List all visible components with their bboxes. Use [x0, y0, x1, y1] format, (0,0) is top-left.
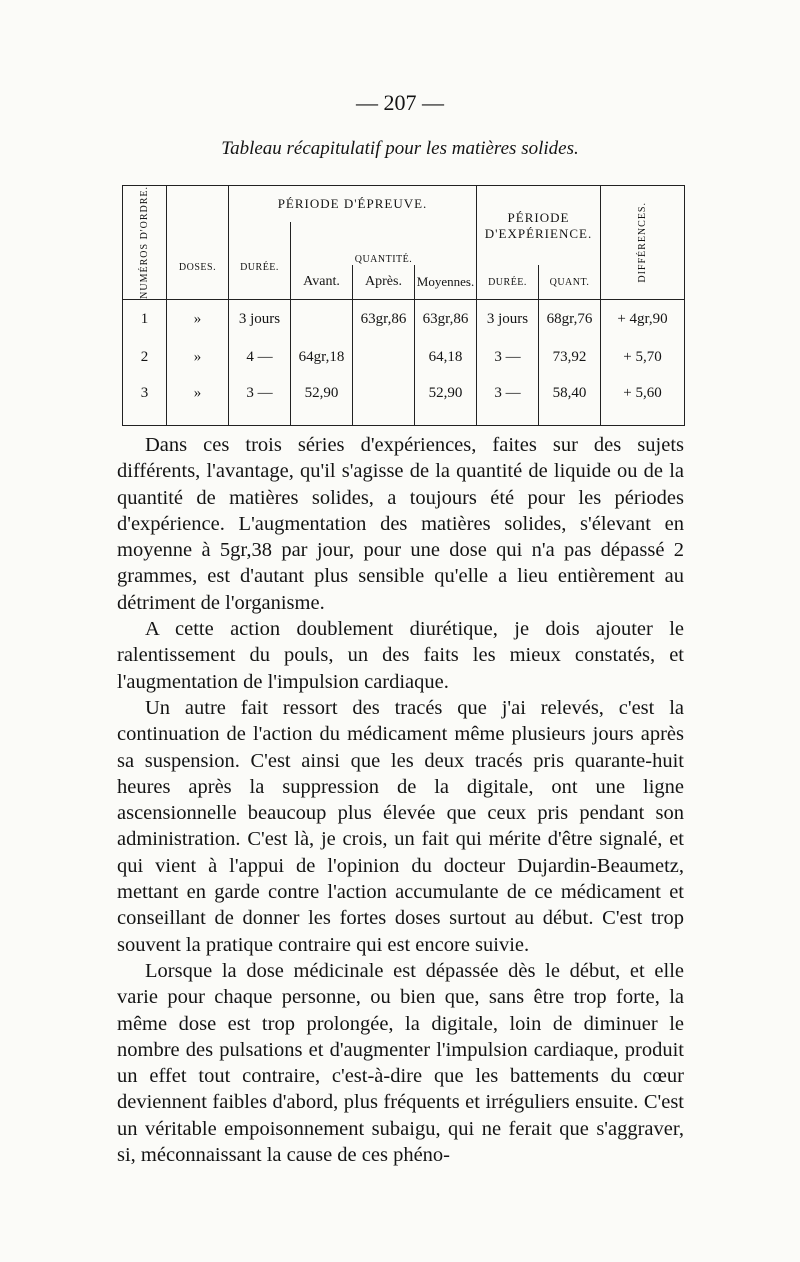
duree-header: DURÉE.: [229, 222, 291, 300]
row-diff: + 4gr,90: [601, 299, 685, 339]
page-number: — 207 —: [356, 90, 444, 115]
avant-header: Avant.: [291, 265, 353, 299]
paragraph: A cette action doublement diurétique, je dois ajouter le ralentissement du pouls, un des faits les mieux constatés, et l'augmentation de l'impulsion cardiaque.: [117, 618, 684, 693]
row-duree2: 3 jours: [477, 299, 539, 339]
doses-header: DOSES.: [167, 186, 229, 300]
row-avant: 52,90: [291, 375, 353, 425]
table-row: [123, 299, 685, 339]
table-row: [123, 375, 685, 425]
quant-header: QUANT.: [539, 265, 601, 299]
paragraph: Un autre fait ressort des tracés que j'ai relevés, c'est la continuation de l'action du médicament même plusieurs jours après sa suspension. C'est ainsi que les deux tracés pris quarante-huit heures après la suppression de la digitale, ont une ligne ascensionnelle beaucoup plus élevée que ceux pris pendant son administration. C'est là, je crois, un fait qui mérite d'être signalé, et qui vient à l'appui de l'opinion du docteur Dujardin-Beaumetz, mettant en garde contre l'action accumulante de ce médicament et conseillant de donner les fortes doses surtout au début. C'est trop souvent la pratique contraire qui est encore suivie.: [117, 696, 684, 956]
row-num: 2: [123, 339, 167, 375]
row-quant: 68gr,76: [539, 299, 601, 339]
row-duree: 4 —: [229, 339, 291, 375]
paragraph: Lorsque la dose médicinale est dépassée dès le début, et elle varie pour chaque personne, ou bien que, sans être trop forte, la même dose est trop prolongée, la digitale, loin de diminuer le nombre des pulsations et d'augmenter l'impulsion cardiaque, produit un effet tout contraire, c'est-à-dire que les battements du cœur deviennent faibles d'abord, plus fréquents et irréguliers ensuite. C'est un véritable empoisonnement subaigu, qui ne ferait que s'aggraver, si, méconnaissant la cause de ces phéno-: [117, 959, 684, 1167]
periode-experience-header: PÉRIODE D'EXPÉRIENCE.: [477, 186, 601, 266]
row-apres: [353, 375, 415, 425]
table-caption: Tableau récapitulatif pour les matières solides.: [221, 138, 579, 159]
row-duree2: 3 —: [477, 339, 539, 375]
row-dose: »: [167, 299, 229, 339]
row-duree: 3 —: [229, 375, 291, 425]
row-quant: 58,40: [539, 375, 601, 425]
row-avant: 64gr,18: [291, 339, 353, 375]
row-diff: + 5,60: [601, 375, 685, 425]
apres-header: Après.: [353, 265, 415, 299]
periode-epreuve-header: PÉRIODE D'ÉPREUVE.: [229, 186, 477, 222]
row-dose: »: [167, 339, 229, 375]
row-dose: »: [167, 375, 229, 425]
row-moyennes: 63gr,86: [415, 299, 477, 339]
moyennes-header: Moyennes.: [415, 265, 477, 299]
row-apres: 63gr,86: [353, 299, 415, 339]
row-moyennes: 52,90: [415, 375, 477, 425]
row-moyennes: 64,18: [415, 339, 477, 375]
row-avant: [291, 299, 353, 339]
differences-header: DIFFÉRENCES.: [601, 186, 685, 300]
row-apres: [353, 339, 415, 375]
body-text: [117, 432, 684, 1168]
table-row: [123, 339, 685, 375]
paragraph: Dans ces trois séries d'expériences, faites sur des sujets différents, l'avantage, qu'il s'agisse de la quantité de liquide ou de la quantité de matières solides, a toujours été pour les périodes d'expérience. L'augmentation des matières solides, s'élevant en moyenne à 5gr,38 par jour, pour une dose qui n'a pas dépassé 2 grammes, est d'autant plus sensible qu'elle a lieu entièrement au détriment de l'organisme.: [117, 434, 684, 614]
row-duree2: 3 —: [477, 375, 539, 425]
numeros-header: NUMÉROS D'ORDRE.: [123, 186, 167, 300]
row-num: 3: [123, 375, 167, 425]
quantite-header: QUANTITÉ.: [291, 222, 477, 266]
summary-table: [122, 185, 684, 411]
row-quant: 73,92: [539, 339, 601, 375]
row-num: 1: [123, 299, 167, 339]
duree2-header: DURÉE.: [477, 265, 539, 299]
row-diff: + 5,70: [601, 339, 685, 375]
row-duree: 3 jours: [229, 299, 291, 339]
